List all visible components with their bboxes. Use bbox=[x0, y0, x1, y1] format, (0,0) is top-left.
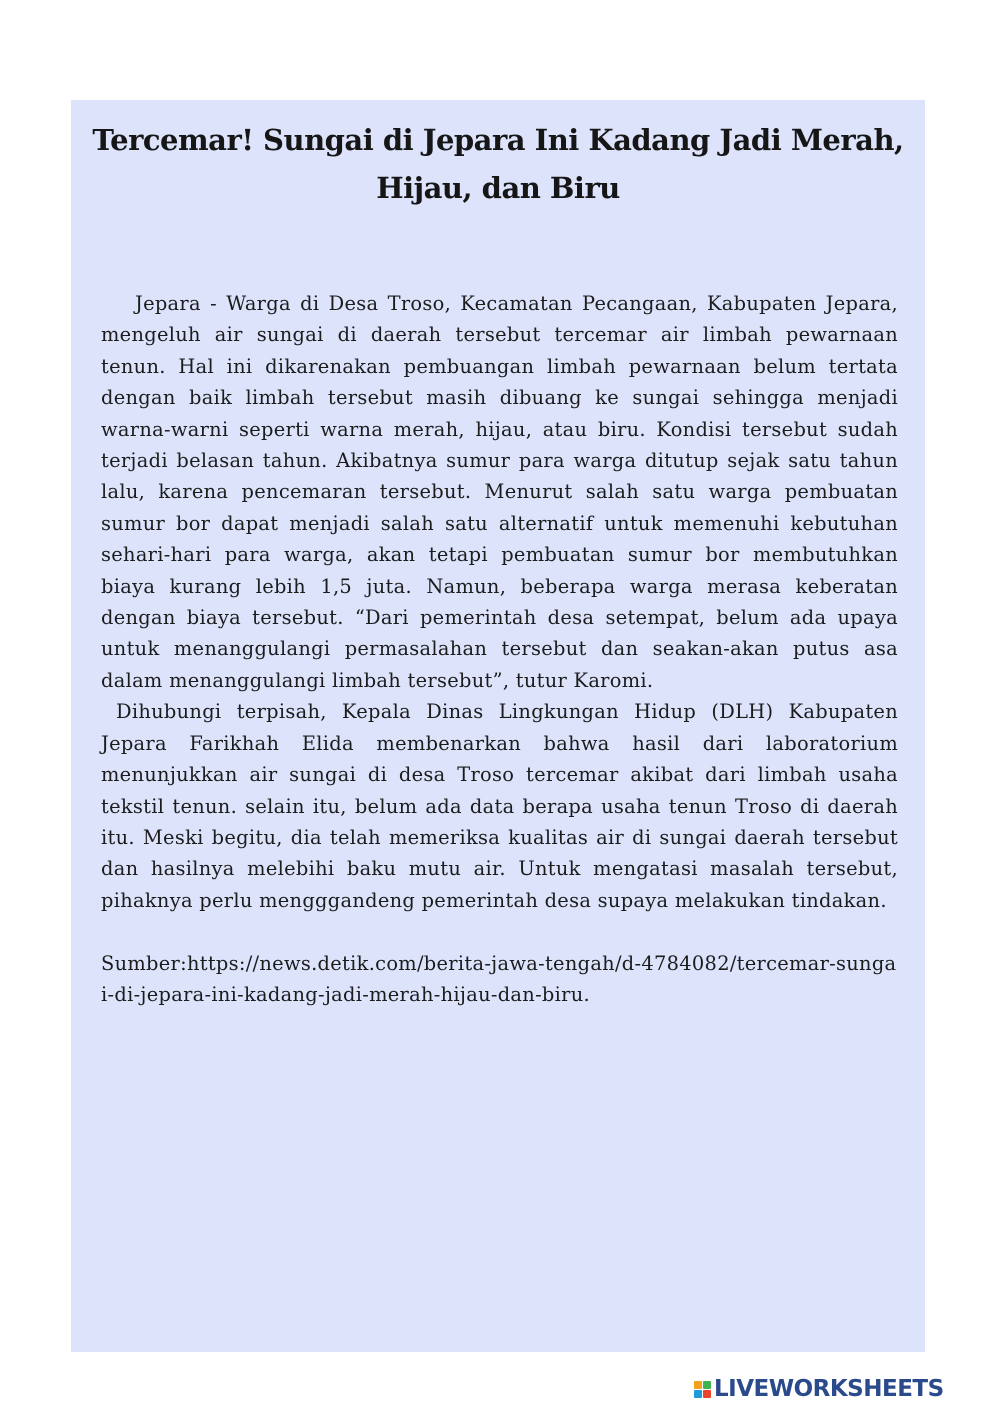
article-paragraph-1: Jepara - Warga di Desa Troso, Kecamatan Pecangaan, Kabupaten Jepara, mengeluh air sungai di daerah tersebut tercemar air limbah pewarnaan tenun. Hal ini dikarenakan pembuangan limbah pewarnaan belum tertata dengan baik limbah tersebut masih dibuang ke sungai sehingga menjadi warna-warni seperti warna merah, hijau, atau biru. Kondisi tersebut sudah terjadi belasan tahun. Akibatnya sumur para warga ditutup sejak satu tahun lalu, karena pencemaran tersebut. Menurut salah satu warga pembuatan sumur bor dapat menjadi salah satu alternatif untuk memenuhi kebutuhan sehari-hari para warga, akan tetapi pembuatan sumur bor membutuhkan biaya kurang lebih 1,5 juta. Namun, beberapa warga merasa keberatan dengan biaya tersebut. “Dari pemerintah desa setempat, belum ada upaya untuk menanggulangi permasalahan tersebut dan seakan-akan putus asa dalam menanggulangi limbah tersebut”, tutur Karomi. bbox=[101, 292, 898, 692]
liveworksheets-brand bbox=[694, 1374, 944, 1404]
article-body bbox=[101, 288, 898, 1010]
logo-square-icon bbox=[703, 1390, 711, 1398]
article-source: Sumber:https://news.detik.com/berita-jawa-tengah/d-4784082/tercemar-sungai-di-jepara-ini-kadang-jadi-merah-hijau-dan-biru. bbox=[101, 951, 897, 1006]
brand-name: LIVEWORKSHEETS bbox=[714, 1376, 944, 1402]
article-panel bbox=[71, 100, 925, 1352]
logo-square-icon bbox=[703, 1381, 711, 1389]
logo-square-icon bbox=[694, 1390, 702, 1398]
liveworksheets-logo-icon bbox=[694, 1381, 711, 1398]
logo-square-icon bbox=[694, 1381, 702, 1389]
article-title: Tercemar! Sungai di Jepara Ini Kadang Jadi Merah, Hijau, dan Biru bbox=[92, 123, 904, 205]
article-paragraph-2: Dihubungi terpisah, Kepala Dinas Lingkungan Hidup (DLH) Kabupaten Jepara Farikhah Elida membenarkan bahwa hasil dari laboratorium menunjukkan air sungai di desa Troso tercemar akibat dari limbah usaha tekstil tenun. selain itu, belum ada data berapa usaha tenun Troso di daerah itu. Meski begitu, dia telah memeriksa kualitas air di sungai daerah tersebut dan hasilnya melebihi baku mutu air. Untuk mengatasi masalah tersebut, pihaknya perlu mengggandeng pemerintah desa supaya melakukan tindakan. bbox=[101, 700, 898, 912]
